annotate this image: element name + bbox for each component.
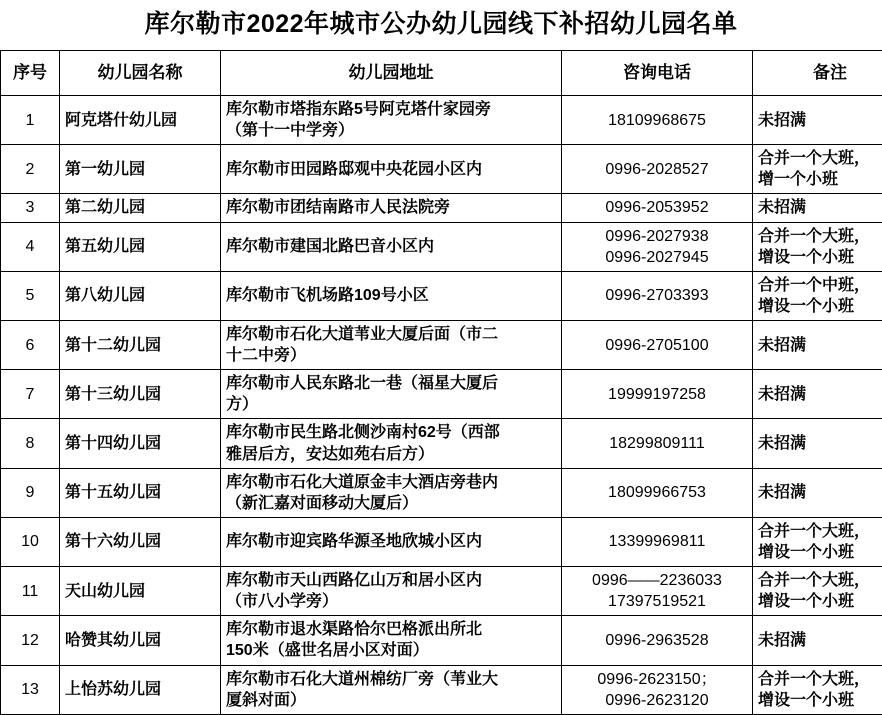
table-row [1,468,882,517]
cell-phone [562,194,753,222]
cell-name: 阿克塔什幼儿园 [60,96,221,145]
cell-no: 1 [1,96,60,145]
cell-note-line: 增设一个小班 [758,591,882,612]
cell-address-line: 库尔勒市石化大道州棉纺厂旁（苇业大 [226,669,556,690]
cell-address [221,468,562,517]
cell-note-line: 未招满 [758,335,882,356]
cell-phone-line: 17397519521 [567,591,747,612]
cell-phone [562,517,753,566]
cell-phone-line: 18099966753 [567,482,747,503]
cell-note-line: 增设一个小班 [758,542,882,563]
table-row [1,567,882,616]
table-header-row [1,51,882,96]
cell-phone-line: 0996-2703393 [567,285,747,306]
cell-phone [562,616,753,665]
cell-note-line: 合并一个大班， [758,148,882,169]
cell-address-line: 库尔勒市飞机场路109号小区 [226,285,556,306]
cell-name: 第五幼儿园 [60,222,221,271]
cell-phone [562,320,753,369]
cell-note-line: 增设一个小班 [758,296,882,317]
cell-note-line: 未招满 [758,482,882,503]
cell-name: 第十三幼儿园 [60,370,221,419]
cell-address-line: 库尔勒市建国北路巴音小区内 [226,236,556,257]
cell-note-line: 未招满 [758,630,882,651]
cell-no: 5 [1,271,60,320]
cell-note [753,145,882,194]
cell-name: 第十四幼儿园 [60,419,221,468]
cell-no: 6 [1,320,60,369]
table-row [1,145,882,194]
cell-phone-line: 0996-2027945 [567,247,747,268]
cell-address [221,370,562,419]
cell-address-line: （新汇嘉对面移动大厦后） [226,493,556,514]
cell-name: 第十二幼儿园 [60,320,221,369]
cell-address-line: 厦斜对面） [226,690,556,711]
cell-address [221,616,562,665]
cell-phone-line: 0996-2028527 [567,159,747,180]
cell-note-line: 未招满 [758,110,882,131]
cell-name: 第十六幼儿园 [60,517,221,566]
cell-note-line: 未招满 [758,433,882,454]
cell-no: 11 [1,567,60,616]
table-row [1,419,882,468]
table-row [1,665,882,714]
cell-address-line: （第十一中学旁） [226,120,556,141]
column-header-address: 幼儿园地址 [221,51,562,96]
kindergarten-list-table [0,50,882,715]
cell-no: 4 [1,222,60,271]
cell-address [221,419,562,468]
cell-note [753,567,882,616]
cell-address-line: 库尔勒市田园路邸观中央花园小区内 [226,159,556,180]
cell-address [221,145,562,194]
cell-address-line: 库尔勒市迎宾路华源圣地欣城小区内 [226,531,556,552]
table-row [1,222,882,271]
cell-address-line: 库尔勒市退水渠路恰尔巴格派出所北 [226,619,556,640]
cell-name: 天山幼儿园 [60,567,221,616]
cell-phone [562,468,753,517]
cell-note-line: 合并一个大班， [758,669,882,690]
cell-note [753,370,882,419]
cell-phone-line: 0996-2705100 [567,335,747,356]
table-row [1,517,882,566]
cell-phone [562,145,753,194]
cell-note [753,271,882,320]
cell-phone-line: 19999197258 [567,384,747,405]
cell-note-line: 增一个小班 [758,169,882,190]
cell-no: 12 [1,616,60,665]
cell-note-line: 未招满 [758,384,882,405]
cell-address-line: 库尔勒市塔指东路5号阿克塔什家园旁 [226,99,556,120]
cell-address [221,517,562,566]
cell-note-line: 合并一个大班， [758,570,882,591]
cell-address-line: 库尔勒市人民东路北一巷（福星大厦后 [226,373,556,394]
cell-no: 7 [1,370,60,419]
cell-name: 哈赞其幼儿园 [60,616,221,665]
page-title: 库尔勒市2022年城市公办幼儿园线下补招幼儿园名单 [0,0,882,50]
cell-note [753,616,882,665]
cell-address [221,320,562,369]
cell-note-line: 增设一个小班 [758,690,882,711]
cell-phone [562,271,753,320]
cell-phone-line: 0996——2236033 [567,570,747,591]
cell-note-line: 增设一个小班 [758,247,882,268]
table-row [1,96,882,145]
table-row [1,194,882,222]
cell-phone [562,222,753,271]
cell-address-line: 雅居后方，安达如苑右后方） [226,444,556,465]
cell-address [221,271,562,320]
cell-note [753,419,882,468]
cell-address [221,567,562,616]
cell-phone [562,665,753,714]
cell-address-line: 库尔勒市石化大道苇业大厦后面（市二 [226,324,556,345]
cell-note [753,320,882,369]
cell-phone-line: 0996-2963528 [567,630,747,651]
cell-note-line: 未招满 [758,197,882,218]
column-header-note: 备注 [753,51,882,96]
cell-phone-line: 0996-2623150； [567,669,747,690]
cell-address [221,96,562,145]
cell-note [753,665,882,714]
cell-name: 第八幼儿园 [60,271,221,320]
column-header-name: 幼儿园名称 [60,51,221,96]
cell-note-line: 合并一个中班， [758,275,882,296]
cell-phone-line: 0996-2623120 [567,690,747,711]
cell-phone-line: 0996-2027938 [567,226,747,247]
cell-note [753,222,882,271]
cell-phone-line: 18299809111 [567,433,747,454]
cell-note-line: 合并一个大班， [758,226,882,247]
cell-no: 2 [1,145,60,194]
cell-no: 9 [1,468,60,517]
cell-address [221,222,562,271]
cell-phone [562,419,753,468]
column-header-no: 序号 [1,51,60,96]
cell-no: 13 [1,665,60,714]
cell-address-line: 库尔勒市团结南路市人民法院旁 [226,197,556,218]
table-row [1,370,882,419]
column-header-phone: 咨询电话 [562,51,753,96]
cell-note [753,517,882,566]
cell-address-line: 150米（盛世名居小区对面） [226,640,556,661]
cell-phone-line: 0996-2053952 [567,197,747,218]
cell-no: 3 [1,194,60,222]
cell-name: 第十五幼儿园 [60,468,221,517]
cell-phone-line: 18109968675 [567,110,747,131]
cell-address [221,194,562,222]
cell-no: 10 [1,517,60,566]
cell-address-line: 方） [226,394,556,415]
cell-address [221,665,562,714]
cell-phone-line: 13399969811 [567,531,747,552]
cell-phone [562,96,753,145]
cell-address-line: 库尔勒市石化大道原金丰大酒店旁巷内 [226,472,556,493]
table-row [1,271,882,320]
cell-note-line: 合并一个大班， [758,521,882,542]
cell-name: 第一幼儿园 [60,145,221,194]
table-body [1,96,882,715]
cell-note [753,96,882,145]
cell-name: 第二幼儿园 [60,194,221,222]
table-row [1,320,882,369]
cell-phone [562,370,753,419]
table-row [1,616,882,665]
cell-note [753,468,882,517]
cell-address-line: 十二中旁） [226,345,556,366]
cell-name: 上怡苏幼儿园 [60,665,221,714]
cell-phone [562,567,753,616]
cell-note [753,194,882,222]
cell-no: 8 [1,419,60,468]
cell-address-line: 库尔勒市民生路北侧沙南村62号（西部 [226,422,556,443]
cell-address-line: 库尔勒市天山西路亿山万和居小区内 [226,570,556,591]
cell-address-line: （市八小学旁） [226,591,556,612]
